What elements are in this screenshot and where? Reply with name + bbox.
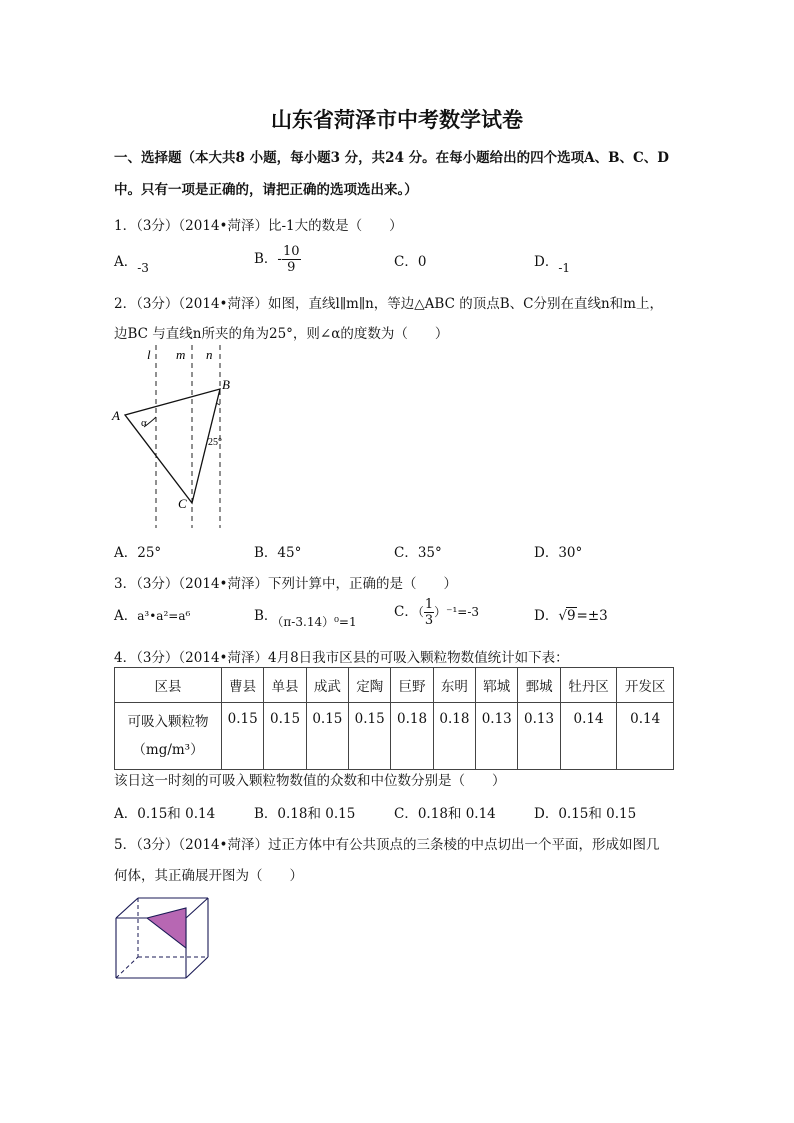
denominator: 9: [287, 260, 296, 275]
negative-sign: -: [277, 251, 282, 267]
fraction: [282, 244, 301, 275]
q3-option-a[interactable]: [114, 604, 190, 624]
table-header-cell: 鄄城: [518, 668, 560, 703]
cube-edges: [116, 898, 208, 978]
option-value: =±3: [576, 608, 608, 624]
fraction: [424, 597, 434, 628]
q2-option-c[interactable]: [394, 541, 442, 561]
table-cell: 0.18: [433, 703, 475, 770]
question-4-follow-up: 该日这一时刻的可吸入颗粒物数值的众数和中位数分别是（ ）: [114, 773, 506, 789]
numerator: 1: [424, 597, 434, 612]
paren-open: （: [417, 605, 424, 619]
section-heading-line1: 一、选择题（本大共8 小题，每小题3 分，共24 分。在每小题给出的四个选项A、B、C、D: [114, 150, 670, 166]
option-label: A．: [114, 545, 138, 561]
option-label: B．: [254, 251, 278, 267]
numerator: 10: [282, 244, 300, 259]
triangle-abc: [125, 389, 220, 503]
option-label: C．: [394, 806, 418, 822]
option-value: -3: [137, 261, 149, 275]
denominator: 3: [424, 613, 434, 628]
option-value: 35°: [417, 545, 442, 561]
label-alpha: α: [141, 417, 147, 429]
table-cell: 0.13: [518, 703, 560, 770]
q2-option-d[interactable]: [534, 541, 582, 561]
page-title: 山东省菏泽市中考数学试卷: [271, 107, 523, 132]
option-label: C．: [394, 545, 418, 561]
option-label: A．: [114, 608, 138, 624]
label-n: n: [206, 347, 213, 362]
option-value: 0.18和 0.14: [417, 806, 496, 822]
table-cell: 0.15: [306, 703, 348, 770]
table-header-row: [115, 668, 674, 703]
table-cell: 0.14: [617, 703, 674, 770]
option-label: D．: [534, 806, 559, 822]
option-value: 45°: [277, 545, 302, 561]
q4-option-c[interactable]: [394, 802, 496, 822]
row-label: 可吸入颗粒物: [127, 714, 209, 730]
table-cell: 0.13: [476, 703, 518, 770]
question-2-stem-line2: 边BC 与直线n所夹的角为25°，则∠α的度数为（ ）: [114, 326, 449, 342]
table-cell: 0.14: [560, 703, 617, 770]
option-label: C．: [394, 254, 418, 270]
parallel-lines-triangle-figure: [110, 345, 250, 530]
option-value: 0.15和 0.15: [558, 806, 637, 822]
option-label: C．: [394, 604, 418, 620]
question-1-stem: 1．（3分）（2014•菏泽）比-1大的数是（ ）: [114, 218, 403, 234]
table-header-cell: 东明: [433, 668, 475, 703]
q3-option-b[interactable]: [254, 604, 357, 629]
table-row: [115, 703, 674, 770]
option-label: D．: [534, 545, 559, 561]
q4-option-d[interactable]: [534, 802, 636, 822]
label-m: m: [176, 347, 186, 362]
option-label: B．: [254, 806, 278, 822]
table-header-cell: 郓城: [476, 668, 518, 703]
option-value: 0.18和 0.15: [277, 806, 356, 822]
table-cell: 0.15: [222, 703, 264, 770]
table-header-cell: 开发区: [617, 668, 674, 703]
label-25-degrees: 25°: [208, 437, 222, 448]
option-value: （π-3.14）⁰=1: [277, 615, 357, 629]
label-b: B: [222, 377, 230, 392]
question-5-stem-line1: 5．（3分）（2014•菏泽）过正方体中有公共顶点的三条棱的中点切出一个平面，形成如图几: [114, 837, 660, 853]
option-value: a³•a²=a⁶: [137, 609, 191, 623]
table-header-cell: 曹县: [222, 668, 264, 703]
sqrt-sign: √: [558, 608, 567, 624]
section-heading-line2: 中。只有一项是正确的，请把正确的选项选出来。）: [114, 182, 418, 198]
table-cell: 0.18: [391, 703, 433, 770]
option-value: 25°: [137, 545, 162, 561]
cut-face: [147, 908, 186, 948]
question-4-stem: 4．（3分）（2014•菏泽）4月8日我市区县的可吸入颗粒物数值统计如下表：: [114, 650, 569, 666]
q2-option-b[interactable]: [254, 541, 301, 561]
q1-option-c[interactable]: [394, 250, 426, 270]
radicand: 9: [566, 608, 576, 624]
row-label-cell: [115, 703, 222, 770]
label-a: A: [112, 408, 120, 423]
q3-option-d[interactable]: [534, 604, 608, 624]
q4-option-b[interactable]: [254, 802, 355, 822]
table-cell: 0.15: [349, 703, 391, 770]
option-value: 0: [417, 254, 427, 270]
q1-option-a[interactable]: [114, 250, 149, 275]
q1-option-d[interactable]: [534, 250, 571, 275]
q1-option-b[interactable]: [254, 244, 301, 275]
option-label: A．: [114, 254, 138, 270]
table-header-cell: 成武: [306, 668, 348, 703]
option-value: 30°: [558, 545, 583, 561]
cut-cube-figure: [110, 893, 215, 985]
option-label: D．: [534, 254, 559, 270]
particulate-table: [114, 667, 674, 770]
q3-option-c[interactable]: [394, 597, 479, 628]
question-5-stem-line2: 何体，其正确展开图为（ ）: [114, 868, 303, 884]
option-value: 0.15和 0.14: [137, 806, 216, 822]
table-header-cell: 巨野: [391, 668, 433, 703]
option-label: B．: [254, 608, 278, 624]
q2-option-a[interactable]: [114, 541, 161, 561]
question-3-stem: 3．（3分）（2014•菏泽）下列计算中，正确的是（ ）: [114, 576, 457, 592]
row-unit: （mg/m³）: [132, 742, 204, 758]
option-label: B．: [254, 545, 278, 561]
table-header-cell: 牡丹区: [560, 668, 617, 703]
option-value: -1: [558, 261, 571, 275]
label-l: l: [147, 347, 151, 362]
table-header-cell: 单县: [264, 668, 306, 703]
table-cell: 0.15: [264, 703, 306, 770]
q4-option-a[interactable]: [114, 802, 215, 822]
option-label: A．: [114, 806, 138, 822]
table-header-cell: 区县: [115, 668, 222, 703]
option-label: D．: [534, 608, 559, 624]
question-2-stem-line1: 2．（3分）（2014•菏泽）如图，直线l∥m∥n，等边△ABC 的顶点B、C分别在直线n和m上，: [114, 296, 663, 312]
table-header-cell: 定陶: [349, 668, 391, 703]
label-c: C: [178, 496, 187, 511]
option-value: ）⁻¹=-3: [434, 605, 480, 619]
